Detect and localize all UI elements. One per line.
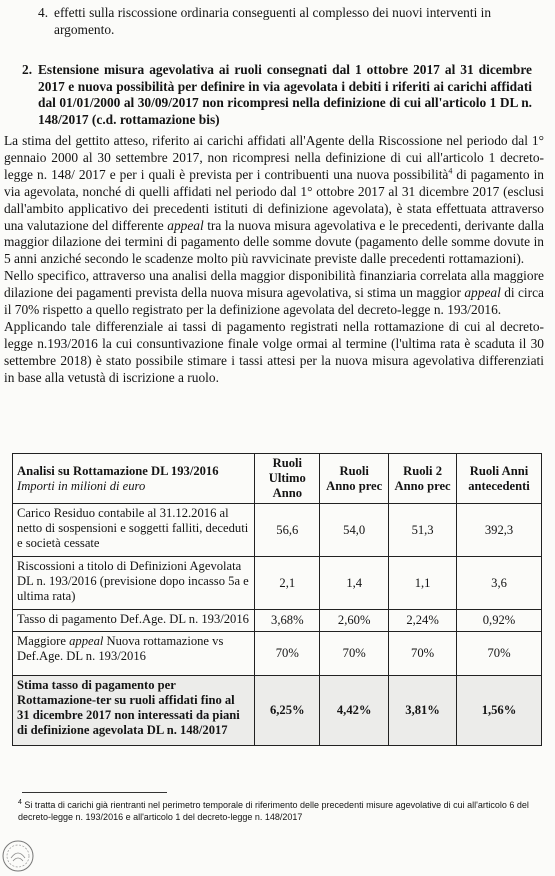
table-row (13, 632, 542, 676)
table-cell: 70% (457, 632, 542, 676)
col-header: Ruoli Anni antecedenti (457, 454, 542, 504)
table-cell: 3,81% (389, 676, 457, 746)
table-cell: 0,92% (457, 610, 542, 632)
col-header: Ruoli 2 Anno prec (389, 454, 457, 504)
table-cell: 1,4 (320, 557, 389, 610)
body-text (4, 133, 544, 387)
table-row (13, 610, 542, 632)
row-label: Stima tasso di pagamento per Rottamazione-ter su ruoli affidati fino al 31 dicembre 2017 non interessati da piani di definizione agevolata DL n. 148/2017 (13, 676, 255, 746)
paragraph-2-part-b: di circa il 70% rispetto a quello registrato per la definizione agevolata del decreto-legge n. 193/2016. (4, 285, 544, 318)
section-number: 2. (22, 62, 33, 77)
paragraph-1-part-c: tra la nuova misura agevolativa e le precedenti, derivante dalla maggior dilazione dei termini di pagamento delle somme dovute (pagamento delle somme dovute in 5 anni anziché secondo le scadenze molto più ravvicinate previste dalle precedenti rottamazioni). (4, 217, 545, 267)
paragraph-3: Applicando tale differenziale ai tassi di pagamento registrati nella rottamazione di cui al decreto-legge n.193/2016 la cui consuntivazione finale volge ormai al termine (l'ultima rata è scaduta il 30 settembre 2018) è stato possibile stimare i tassi attesi per la nuova misura agevolativa differenziati in base alla vetustà di iscrizione a ruolo. (4, 318, 544, 385)
footnote-divider (22, 792, 167, 793)
row-label: Carico Residuo contabile al 31.12.2016 al netto di sospensioni e soggetti falliti, deceduti e società cessate (13, 504, 255, 557)
paragraph-1-part-b: di pagamento in via agevolata, nonché di quelli affidati nel periodo dal 1° ottobre 2017 al 31 dicembre 2017 (esclusi dall'ambito applicativo dei precedenti istituti di definizione agevolata), è stata effettuata attraverso una valutazione del differente (4, 166, 544, 233)
paragraph-1-part-a: La stima del gettito atteso, riferito ai carichi affidati all'Agente della Riscossione nel periodo dal 1° gennaio 2000 al 30 settembre 2017, non ricompresi nella definizione di cui all'articolo 1 decreto-legge n. 148/ 2017 e per i quali è prevista per i contribuenti una nuova possibilità (4, 133, 544, 182)
table-title: Analisi su Rottamazione DL 193/2016 (17, 464, 219, 478)
list-item-number: 4. (38, 5, 49, 20)
table-cell: 2,1 (255, 557, 320, 610)
section-title: Estensione misura agevolativa ai ruoli consegnati dal 1 ottobre 2017 al 31 dicembre 2017 e nuova possibilità per definire in via agevolata i debiti i riferiti ai carichi affidati dal 01/01/2000 al 30/09/2017 non ricompresi nella definizione di cui all'articolo 1 DL n. 148/2017 (c.d. rottamazione bis) (38, 62, 532, 128)
table-cell: 51,3 (389, 504, 457, 557)
table-row (13, 557, 542, 610)
footnote-number: 4 (18, 799, 22, 806)
footnote (18, 797, 548, 823)
table-cell: 2,24% (389, 610, 457, 632)
table-header-row (13, 454, 542, 504)
table-cell: 6,25% (255, 676, 320, 746)
row-label (13, 632, 255, 676)
table-cell: 2,60% (320, 610, 389, 632)
footnote-text: Si tratta di carichi già rientranti nel perimetro temporale di riferimento delle precedenti misure agevolative di cui all'articolo 6 del decreto-legge n. 193/2016 e all'articolo 1 del decreto-legge n. 148/2017 (18, 800, 529, 822)
table-cell: 1,1 (389, 557, 457, 610)
row-label: Riscossioni a titolo di Definizioni Agevolata DL n. 193/2016 (previsione dopo incasso 5a e ultima rata) (13, 557, 255, 610)
table-cell: 70% (255, 632, 320, 676)
appeal-term: appeal (167, 217, 204, 233)
table-cell: 54,0 (320, 504, 389, 557)
paragraph-2-part-a: Nello specifico, attraverso una analisi della maggior disponibilità finanziaria correlata alla maggiore dilazione dei pagamenti prevista della nuova misura agevolativa, si stima un maggior (4, 268, 544, 301)
row-label-part-a: Maggiore (17, 634, 70, 648)
list-item-text-line2: argomento. (54, 22, 115, 37)
table-cell: 4,42% (320, 676, 389, 746)
table-cell: 1,56% (457, 676, 542, 746)
footnote-ref[interactable]: 4 (448, 166, 453, 176)
list-item-text-line1: effetti sulla riscossione ordinaria conseguenti al complesso dei nuovi interventi in (54, 5, 492, 20)
table-cell: 70% (389, 632, 457, 676)
paragraph-1 (4, 133, 544, 268)
row-label-part-b: Nuova rottamazione vs Def.Age. DL n. 193/2016 (17, 634, 224, 663)
table-cell: 70% (320, 632, 389, 676)
table-cell: 56,6 (255, 504, 320, 557)
table-cell: 3,6 (457, 557, 542, 610)
table-cell: 392,3 (457, 504, 542, 557)
rottamazione-table (12, 453, 542, 746)
appeal-term: appeal (464, 285, 501, 301)
col-header: Ruoli Anno prec (320, 454, 389, 504)
section-heading (22, 62, 532, 129)
paragraph-2 (4, 268, 544, 319)
table-subtitle: Importi in milioni di euro (17, 479, 146, 493)
row-label: Tasso di pagamento Def.Age. DL n. 193/2016 (13, 610, 255, 632)
table-cell: 3,68% (255, 610, 320, 632)
col-header: Ruoli Ultimo Anno (255, 454, 320, 504)
appeal-term: appeal (69, 634, 104, 648)
table-header-title-cell (13, 454, 255, 504)
list-item-4 (38, 4, 538, 38)
table-row (13, 504, 542, 557)
table-row-total (13, 676, 542, 746)
stamp-seal-icon (0, 838, 36, 874)
